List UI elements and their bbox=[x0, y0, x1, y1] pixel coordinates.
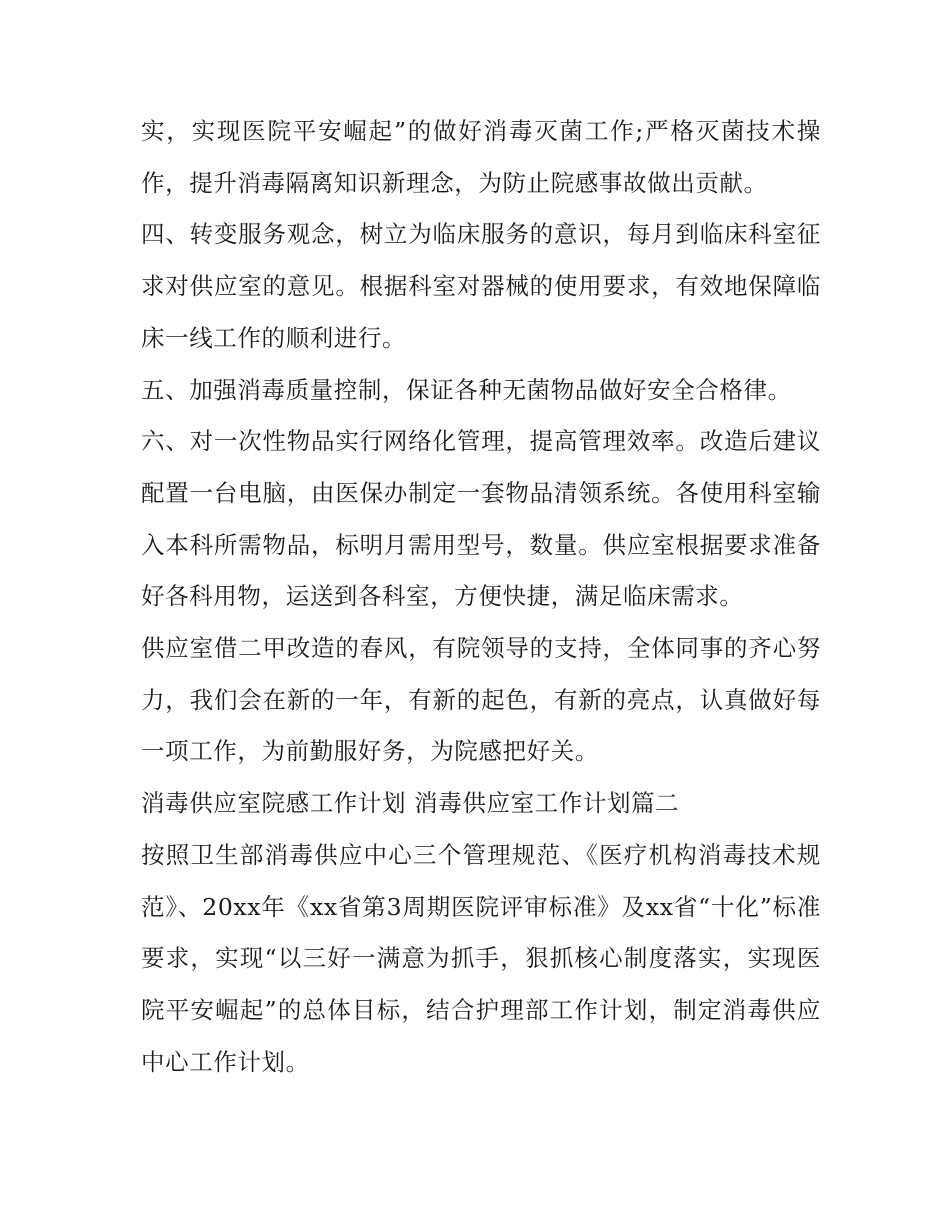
paragraph-closing: 供应室借二甲改造的春风，有院领导的支持，全体同事的齐心努力，我们会在新的一年，有新的起色，有新的亮点，认真做好每一项工作，为前勤服好务，为院感把好关。 bbox=[141, 634, 821, 766]
paragraph-disinfection-continuation: 实，实现医院平安崛起”的做好消毒灭菌工作;严格灭菌技术操作，提升消毒隔离知识新理念，为防止院感事故做出贡献。 bbox=[141, 117, 821, 197]
paragraph-item-four: 四、转变服务观念，树立为临床服务的意识，每月到临床科室征求对供应室的意见。根据科室对器械的使用要求，有效地保障临床一线工作的顺利进行。 bbox=[141, 220, 821, 352]
document-body bbox=[141, 106, 821, 1088]
paragraph-plan-intro: 按照卫生部消毒供应中心三个管理规范、《医疗机构消毒技术规范》、20xx年《xx省第3周期医院评审标准》及xx省“十化”标准要求，实现“以三好一满意为抓手，狠抓核心制度落实，实现医院平安崛起”的总体目标，结合护理部工作计划，制定消毒供应中心工作计划。 bbox=[141, 840, 821, 1076]
paragraph-item-six: 六、对一次性物品实行网络化管理，提高管理效率。改造后建议配置一台电脑，由医保办制定一套物品清领系统。各使用科室输入本科所需物品，标明月需用型号，数量。供应室根据要求准备好各科用物，运送到各科室，方便快捷，满足临床需求。 bbox=[141, 427, 821, 611]
section-heading: 消毒供应室院感工作计划 消毒供应室工作计划篇二 bbox=[141, 789, 680, 818]
paragraph-item-five: 五、加强消毒质量控制，保证各种无菌物品做好安全合格律。 bbox=[141, 375, 792, 404]
